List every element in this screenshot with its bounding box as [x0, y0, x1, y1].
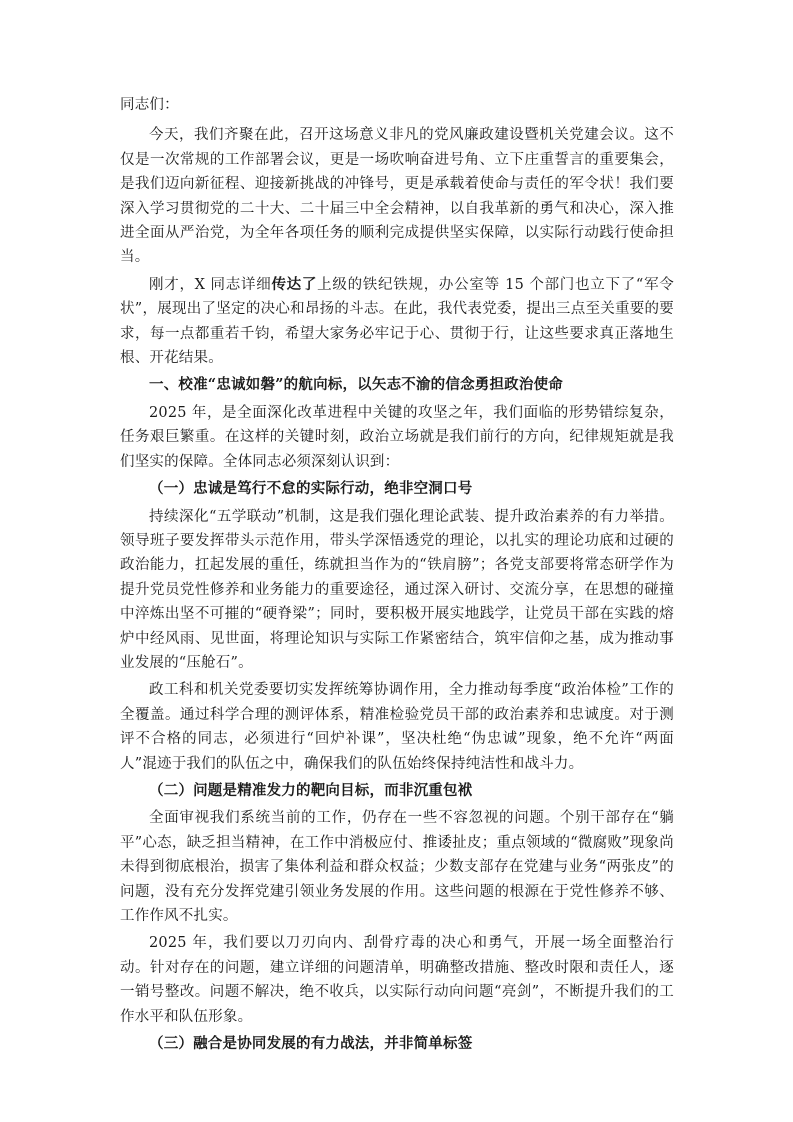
paragraph-opening: 今天，我们齐聚在此，召开这场意义非凡的党风廉政建设暨机关党建会议。这不仅是一次常规的工作部署会议，更是一场吹响奋进号角、立下庄重誓言的重要集会，是我们迈向新征程、迎接新挑战的冲锋号，更是承载着使命与责任的军令状！我们要深入学习贯彻党的二十大、二十届三中全会精神，以自我革新的勇气和决心，深入推进全面从严治党，为全年各项任务的顺利完成提供坚实保障，以实际行动践行使命担当。	[120, 127, 674, 266]
paragraph-requirements	[120, 273, 674, 371]
document-page	[120, 93, 674, 1059]
paragraph-political-checkup: 政工科和机关党委要切实发挥统筹协调作用，全力推动每季度“政治体检”工作的全覆盖。通过科学合理的测评体系，精准检验党员干部的政治素养和忠诚度。对于测评不合格的同志，必须进行“回炉补课”，坚决杜绝“伪忠诚”现象，绝不允许“两面人”混迹于我们的队伍之中，确保我们的队伍始终保持纯洁性和战斗力。	[120, 682, 674, 772]
paragraph-text: 刚才，X 同志详细	[149, 276, 272, 293]
emphasis-text: 传达了	[271, 275, 318, 293]
section-heading-1: 一、校准“忠诚如磐”的航向标，以矢志不渝的信念勇担政治使命	[149, 376, 563, 394]
paragraph-five-learnings: 持续深化“五学联动”机制，这是我们强化理论武装、提升政治素养的有力举措。领导班子要发挥带头示范作用，带头学深悟透党的理论，以扎实的理论功底和过硬的政治能力，扛起发展的重任，练就担当作为的“铁肩膀”；各党支部要将常态研学作为提升党员党性修养和业务能力的重要途径，通过深入研讨、交流分享，在思想的碰撞中淬炼出坚不可摧的“硬脊梁”；同时，要积极开展实地践学，让党员干部在实践的熔炉中经风雨、见世面，将理论知识与实际工作紧密结合，筑牢信仰之基，成为推动事业发展的“压舱石”。	[120, 508, 674, 671]
subheading-loyalty: （一）忠诚是笃行不怠的实际行动，绝非空洞口号	[149, 480, 473, 498]
paragraph-2025-situation: 2025 年，是全面深化改革进程中关键的攻坚之年，我们面临的形势错综复杂，任务艰巨繁重。在这样的关键时刻，政治立场就是我们前行的方向，纪律规矩就是我们坚实的保障。全体同志必须深刻认识到：	[120, 404, 674, 470]
subheading-integration: （三）融合是协同发展的有力战法，并非简单标签	[149, 1035, 473, 1053]
salutation: 同志们：	[120, 97, 179, 113]
paragraph-problems: 全面审视我们系统当前的工作，仍存在一些不容忽视的问题。个别干部存在“躺平”心态，缺乏担当精神，在工作中消极应付、推诿扯皮；重点领域的“微腐败”现象尚未得到彻底根治，损害了集体利益和群众权益；少数支部存在党建与业务“两张皮”的问题，没有充分发挥党建引领业务发展的作用。这些问题的根源在于党性修养不够、工作作风不扎实。	[120, 810, 674, 924]
paragraph-rectification: 2025 年，我们要以刀刃向内、刮骨疗毒的决心和勇气，开展一场全面整治行动。针对存在的问题，建立详细的问题清单，明确整改措施、整改时限和责任人，逐一销号整改。问题不解决，绝不收兵，以实际行动向问题“亮剑”，不断提升我们的工作水平和队伍形象。	[120, 935, 674, 1025]
subheading-problems: （二）问题是精准发力的靶向目标，而非沉重包袱	[149, 781, 473, 799]
paragraph-text: 上级的铁纪铁规，办公室等 15 个部门也立下了“军令状”，展现出了坚定的决心和昂扬的斗志。在此，我代表党委，提出三点至关重要的要求，每一点都重若千钧，希望大家务必牢记于心、贯彻于行，让这些要求真正落地生根、开花结果。	[120, 276, 674, 367]
